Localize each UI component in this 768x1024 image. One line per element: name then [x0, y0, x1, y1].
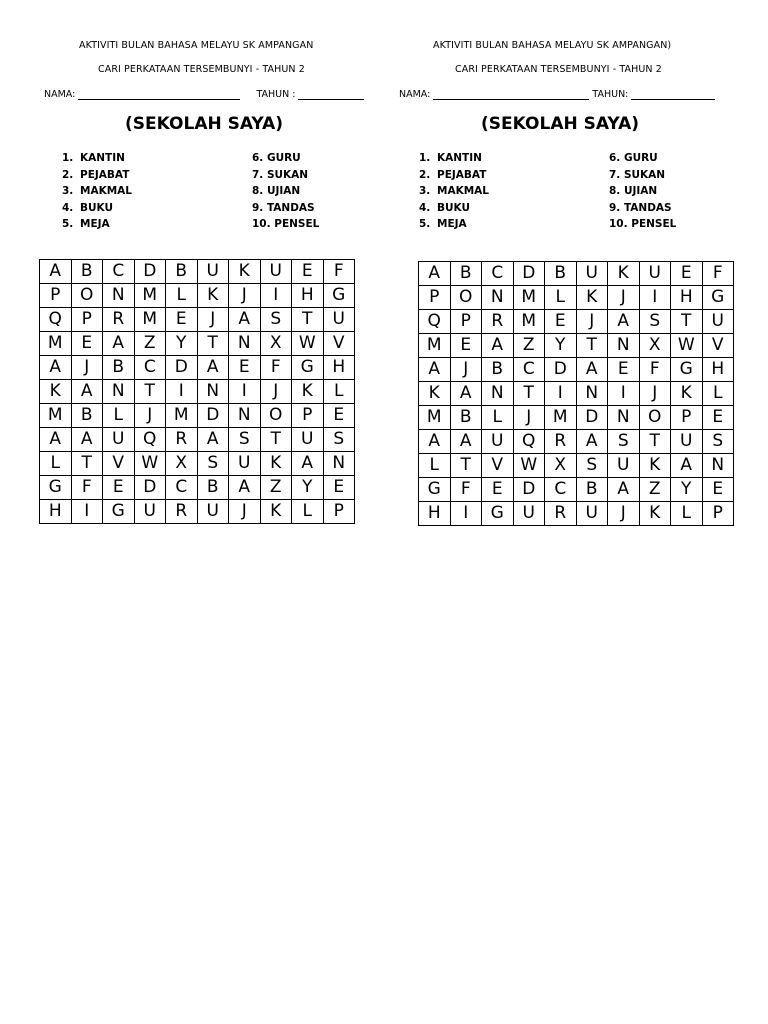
grid-cell[interactable]: A: [40, 260, 72, 284]
grid-cell[interactable]: M: [166, 404, 198, 428]
grid-cell[interactable]: B: [450, 262, 482, 286]
grid-cell[interactable]: O: [71, 284, 103, 308]
grid-cell[interactable]: H: [40, 500, 72, 524]
grid-cell[interactable]: C: [482, 262, 514, 286]
grid-cell[interactable]: E: [71, 332, 103, 356]
word-item: 6. GURU: [252, 152, 301, 164]
grid-cell[interactable]: G: [702, 286, 734, 310]
word-item: 2. PEJABAT: [419, 168, 487, 181]
grid-cell[interactable]: B: [545, 262, 577, 286]
grid-cell[interactable]: C: [513, 358, 545, 382]
grid-cell[interactable]: K: [639, 502, 671, 526]
grid-cell[interactable]: B: [71, 260, 103, 284]
grid-cell[interactable]: N: [576, 382, 608, 406]
grid-cell[interactable]: R: [545, 430, 577, 454]
grid-cell[interactable]: U: [197, 260, 229, 284]
grid-cell[interactable]: M: [40, 404, 72, 428]
grid-cell[interactable]: N: [103, 284, 135, 308]
grid-cell[interactable]: K: [40, 380, 72, 404]
grid-row: [419, 502, 734, 526]
grid-cell[interactable]: L: [103, 404, 135, 428]
grid-cell[interactable]: J: [608, 286, 640, 310]
grid-cell[interactable]: L: [292, 500, 324, 524]
grid-cell[interactable]: R: [103, 308, 135, 332]
word-item: 8. UJIAN: [252, 185, 301, 197]
grid-cell[interactable]: U: [103, 428, 135, 452]
grid-cell[interactable]: I: [545, 382, 577, 406]
grid-row: [419, 430, 734, 454]
grid-cell[interactable]: T: [292, 308, 324, 332]
grid-cell[interactable]: C: [134, 356, 166, 380]
grid-cell[interactable]: S: [608, 430, 640, 454]
grid-cell[interactable]: J: [260, 380, 292, 404]
grid-cell[interactable]: D: [513, 262, 545, 286]
grid-cell[interactable]: Q: [419, 310, 451, 334]
name-label: NAMA:: [399, 89, 431, 100]
grid-cell[interactable]: A: [197, 428, 229, 452]
page-title: (SEKOLAH SAYA): [125, 114, 284, 134]
grid-cell[interactable]: D: [513, 478, 545, 502]
grid-cell[interactable]: B: [103, 356, 135, 380]
grid-cell[interactable]: K: [576, 286, 608, 310]
grid-cell[interactable]: K: [639, 454, 671, 478]
grid-cell[interactable]: E: [166, 308, 198, 332]
grid-cell[interactable]: E: [482, 478, 514, 502]
grid-cell[interactable]: E: [450, 334, 482, 358]
grid-cell[interactable]: T: [513, 382, 545, 406]
grid-cell[interactable]: A: [229, 476, 261, 500]
grid-cell[interactable]: T: [260, 428, 292, 452]
grid-cell[interactable]: E: [292, 260, 324, 284]
grid-cell[interactable]: T: [671, 310, 703, 334]
grid-cell[interactable]: U: [260, 260, 292, 284]
grid-cell[interactable]: Q: [40, 308, 72, 332]
grid-cell[interactable]: J: [197, 308, 229, 332]
grid-cell[interactable]: Z: [639, 478, 671, 502]
grid-cell[interactable]: G: [40, 476, 72, 500]
grid-cell[interactable]: U: [513, 502, 545, 526]
grid-cell[interactable]: W: [134, 452, 166, 476]
grid-cell[interactable]: D: [134, 476, 166, 500]
grid-cell[interactable]: S: [702, 430, 734, 454]
grid-cell[interactable]: W: [292, 332, 324, 356]
grid-cell[interactable]: G: [419, 478, 451, 502]
word-item: 3. MAKMAL: [62, 185, 132, 197]
grid-cell[interactable]: U: [323, 308, 355, 332]
word-list-column-1: [419, 150, 489, 233]
grid-cell[interactable]: M: [134, 308, 166, 332]
name-year-line: [399, 89, 715, 100]
grid-cell[interactable]: J: [134, 404, 166, 428]
word-item: 7. SUKAN: [252, 168, 309, 181]
grid-cell[interactable]: I: [229, 380, 261, 404]
grid-row: [419, 406, 734, 430]
grid-cell[interactable]: A: [450, 430, 482, 454]
grid-cell[interactable]: E: [671, 262, 703, 286]
grid-row: [40, 452, 355, 476]
grid-cell[interactable]: R: [482, 310, 514, 334]
word-item: 4. BUKU: [62, 201, 114, 214]
grid-cell[interactable]: J: [608, 502, 640, 526]
grid-cell[interactable]: N: [482, 286, 514, 310]
grid-row: [419, 334, 734, 358]
grid-cell[interactable]: P: [450, 310, 482, 334]
grid-cell[interactable]: A: [71, 380, 103, 404]
grid-cell[interactable]: D: [134, 260, 166, 284]
grid-cell[interactable]: V: [323, 332, 355, 356]
grid-cell[interactable]: E: [103, 476, 135, 500]
grid-cell[interactable]: A: [482, 334, 514, 358]
word-item: 2. PEJABAT: [62, 168, 130, 181]
grid-cell[interactable]: R: [545, 502, 577, 526]
grid-cell[interactable]: F: [71, 476, 103, 500]
header-subtitle: CARI PERKATAAN TERSEMBUNYI - TAHUN 2: [455, 64, 662, 75]
grid-cell[interactable]: U: [134, 500, 166, 524]
worksheet-left: [0, 0, 384, 560]
grid-cell[interactable]: U: [197, 500, 229, 524]
grid-cell[interactable]: F: [260, 356, 292, 380]
grid-cell[interactable]: N: [702, 454, 734, 478]
name-label: NAMA:: [44, 89, 76, 100]
grid-cell[interactable]: Y: [166, 332, 198, 356]
grid-cell[interactable]: U: [608, 454, 640, 478]
grid-cell[interactable]: A: [576, 358, 608, 382]
grid-cell[interactable]: Q: [134, 428, 166, 452]
grid-cell[interactable]: A: [71, 428, 103, 452]
grid-cell[interactable]: A: [229, 308, 261, 332]
grid-cell[interactable]: D: [545, 358, 577, 382]
name-blank[interactable]: [433, 89, 589, 100]
grid-cell[interactable]: A: [197, 356, 229, 380]
grid-cell[interactable]: L: [166, 284, 198, 308]
grid-cell[interactable]: A: [40, 428, 72, 452]
grid-cell[interactable]: N: [103, 380, 135, 404]
grid-cell[interactable]: B: [450, 406, 482, 430]
grid-row: [40, 284, 355, 308]
grid-cell[interactable]: A: [450, 382, 482, 406]
grid-cell[interactable]: C: [166, 476, 198, 500]
grid-cell[interactable]: R: [166, 500, 198, 524]
grid-cell[interactable]: A: [608, 310, 640, 334]
grid-cell[interactable]: T: [71, 452, 103, 476]
grid-cell[interactable]: E: [702, 478, 734, 502]
grid-cell[interactable]: P: [419, 286, 451, 310]
grid-cell[interactable]: A: [671, 454, 703, 478]
grid-cell[interactable]: K: [260, 452, 292, 476]
grid-cell[interactable]: H: [419, 502, 451, 526]
word-item: 3. MAKMAL: [419, 185, 489, 197]
grid-row: [419, 454, 734, 478]
grid-cell[interactable]: U: [639, 262, 671, 286]
grid-cell[interactable]: F: [639, 358, 671, 382]
grid-cell[interactable]: A: [576, 430, 608, 454]
grid-cell[interactable]: C: [545, 478, 577, 502]
grid-cell[interactable]: N: [608, 334, 640, 358]
grid-cell[interactable]: Y: [292, 476, 324, 500]
grid-cell[interactable]: N: [482, 382, 514, 406]
grid-cell[interactable]: J: [229, 500, 261, 524]
grid-cell[interactable]: I: [71, 500, 103, 524]
grid-row: [40, 428, 355, 452]
word-item: 7. SUKAN: [609, 168, 666, 181]
name-blank[interactable]: [78, 89, 240, 100]
grid-cell[interactable]: W: [513, 454, 545, 478]
grid-cell[interactable]: K: [419, 382, 451, 406]
word-item: 10. PENSEL: [609, 218, 677, 230]
grid-cell[interactable]: R: [166, 428, 198, 452]
grid-cell[interactable]: W: [671, 334, 703, 358]
grid-cell[interactable]: E: [229, 356, 261, 380]
grid-cell[interactable]: B: [482, 358, 514, 382]
grid-cell[interactable]: L: [419, 454, 451, 478]
grid-cell[interactable]: U: [671, 430, 703, 454]
year-label: TAHUN :: [256, 89, 296, 100]
grid-cell[interactable]: M: [513, 310, 545, 334]
grid-cell[interactable]: K: [671, 382, 703, 406]
word-list-column-2: [252, 150, 319, 233]
grid-cell[interactable]: L: [40, 452, 72, 476]
grid-cell[interactable]: E: [608, 358, 640, 382]
grid-cell[interactable]: A: [292, 452, 324, 476]
grid-cell[interactable]: N: [197, 380, 229, 404]
grid-cell[interactable]: B: [71, 404, 103, 428]
grid-cell[interactable]: L: [545, 286, 577, 310]
grid-cell[interactable]: Z: [513, 334, 545, 358]
grid-cell[interactable]: E: [323, 404, 355, 428]
grid-cell[interactable]: O: [639, 406, 671, 430]
word-item: 8. UJIAN: [609, 185, 658, 197]
grid-row: [419, 478, 734, 502]
grid-row: [40, 332, 355, 356]
grid-row: [40, 500, 355, 524]
word-item: 4. BUKU: [419, 201, 471, 214]
grid-cell[interactable]: P: [671, 406, 703, 430]
grid-cell[interactable]: C: [103, 260, 135, 284]
grid-cell[interactable]: M: [419, 334, 451, 358]
grid-cell[interactable]: D: [576, 406, 608, 430]
worksheet-right: [384, 0, 768, 560]
grid-row: [40, 260, 355, 284]
grid-cell[interactable]: G: [292, 356, 324, 380]
grid-row: [40, 380, 355, 404]
grid-row: [419, 358, 734, 382]
grid-cell[interactable]: G: [671, 358, 703, 382]
grid-cell[interactable]: T: [450, 454, 482, 478]
grid-cell[interactable]: M: [134, 284, 166, 308]
grid-row: [419, 382, 734, 406]
grid-cell[interactable]: L: [482, 406, 514, 430]
grid-cell[interactable]: U: [576, 502, 608, 526]
grid-cell[interactable]: X: [260, 332, 292, 356]
word-item: 5. MEJA: [419, 218, 467, 230]
grid-cell[interactable]: P: [71, 308, 103, 332]
grid-cell[interactable]: S: [639, 310, 671, 334]
grid-cell[interactable]: P: [702, 502, 734, 526]
grid-cell[interactable]: B: [576, 478, 608, 502]
grid-cell[interactable]: B: [197, 476, 229, 500]
grid-cell[interactable]: H: [702, 358, 734, 382]
year-blank[interactable]: [631, 89, 715, 100]
year-blank[interactable]: [298, 89, 364, 100]
name-year-line: [44, 89, 364, 100]
grid-cell[interactable]: J: [576, 310, 608, 334]
grid-cell[interactable]: T: [639, 430, 671, 454]
grid-cell[interactable]: P: [40, 284, 72, 308]
grid-cell[interactable]: U: [576, 262, 608, 286]
grid-cell[interactable]: U: [482, 430, 514, 454]
grid-cell[interactable]: A: [103, 332, 135, 356]
grid-cell[interactable]: L: [702, 382, 734, 406]
word-item: 1. KANTIN: [419, 152, 482, 164]
grid-cell[interactable]: K: [229, 260, 261, 284]
grid-cell[interactable]: T: [134, 380, 166, 404]
grid-cell[interactable]: M: [40, 332, 72, 356]
grid-cell[interactable]: Z: [134, 332, 166, 356]
grid-cell[interactable]: A: [419, 358, 451, 382]
word-list-column-2: [609, 150, 676, 233]
grid-cell[interactable]: E: [702, 406, 734, 430]
grid-cell[interactable]: S: [576, 454, 608, 478]
grid-cell[interactable]: S: [323, 428, 355, 452]
grid-cell[interactable]: A: [608, 478, 640, 502]
grid-cell[interactable]: A: [419, 430, 451, 454]
grid-row: [419, 310, 734, 334]
grid-cell[interactable]: M: [513, 286, 545, 310]
grid-cell[interactable]: P: [323, 500, 355, 524]
word-item: 5. MEJA: [62, 218, 110, 230]
word-list-column-1: [62, 150, 132, 233]
grid-cell[interactable]: G: [482, 502, 514, 526]
grid-cell[interactable]: F: [450, 478, 482, 502]
grid-cell[interactable]: D: [166, 356, 198, 380]
grid-cell[interactable]: J: [229, 284, 261, 308]
word-search-grid: [418, 261, 734, 526]
grid-cell[interactable]: F: [323, 260, 355, 284]
grid-cell[interactable]: M: [419, 406, 451, 430]
grid-cell[interactable]: Y: [671, 478, 703, 502]
grid-cell[interactable]: T: [576, 334, 608, 358]
year-label: TAHUN:: [592, 89, 629, 100]
header-activity: AKTIVITI BULAN BAHASA MELAYU SK AMPANGAN: [79, 40, 314, 51]
grid-cell[interactable]: H: [323, 356, 355, 380]
word-item: 10. PENSEL: [252, 218, 320, 230]
grid-row: [40, 308, 355, 332]
grid-cell[interactable]: G: [103, 500, 135, 524]
grid-cell[interactable]: X: [639, 334, 671, 358]
grid-cell[interactable]: X: [166, 452, 198, 476]
grid-cell[interactable]: L: [323, 380, 355, 404]
grid-cell[interactable]: V: [702, 334, 734, 358]
grid-cell[interactable]: V: [103, 452, 135, 476]
grid-cell[interactable]: I: [260, 284, 292, 308]
word-search-grid: [39, 259, 355, 524]
grid-cell[interactable]: J: [513, 406, 545, 430]
grid-cell[interactable]: K: [292, 380, 324, 404]
grid-cell[interactable]: U: [702, 310, 734, 334]
grid-cell[interactable]: E: [545, 310, 577, 334]
grid-cell[interactable]: D: [197, 404, 229, 428]
grid-cell[interactable]: I: [166, 380, 198, 404]
page-title: (SEKOLAH SAYA): [481, 114, 640, 134]
grid-cell[interactable]: S: [229, 428, 261, 452]
grid-cell[interactable]: N: [608, 406, 640, 430]
grid-cell[interactable]: G: [323, 284, 355, 308]
grid-cell[interactable]: H: [292, 284, 324, 308]
grid-cell[interactable]: A: [40, 356, 72, 380]
grid-cell[interactable]: N: [229, 404, 261, 428]
grid-cell[interactable]: K: [608, 262, 640, 286]
grid-cell[interactable]: Q: [513, 430, 545, 454]
grid-cell[interactable]: B: [166, 260, 198, 284]
grid-row: [419, 262, 734, 286]
grid-cell[interactable]: I: [450, 502, 482, 526]
grid-cell[interactable]: Z: [260, 476, 292, 500]
grid-cell[interactable]: U: [292, 428, 324, 452]
grid-cell[interactable]: I: [608, 382, 640, 406]
grid-cell[interactable]: K: [260, 500, 292, 524]
grid-cell[interactable]: P: [292, 404, 324, 428]
grid-cell[interactable]: N: [323, 452, 355, 476]
grid-cell[interactable]: F: [702, 262, 734, 286]
grid-cell[interactable]: J: [71, 356, 103, 380]
grid-row: [419, 286, 734, 310]
word-item: 9. TANDAS: [252, 201, 315, 214]
grid-row: [40, 356, 355, 380]
grid-cell[interactable]: O: [450, 286, 482, 310]
grid-cell[interactable]: S: [197, 452, 229, 476]
grid-cell[interactable]: T: [197, 332, 229, 356]
grid-cell[interactable]: Y: [545, 334, 577, 358]
grid-row: [40, 476, 355, 500]
grid-cell[interactable]: U: [229, 452, 261, 476]
word-item: 6. GURU: [609, 152, 658, 164]
grid-cell[interactable]: L: [671, 502, 703, 526]
grid-cell[interactable]: H: [671, 286, 703, 310]
grid-cell[interactable]: A: [419, 262, 451, 286]
grid-cell[interactable]: V: [482, 454, 514, 478]
header-subtitle: CARI PERKATAAN TERSEMBUNYI - TAHUN 2: [98, 64, 305, 75]
grid-cell[interactable]: S: [260, 308, 292, 332]
grid-cell[interactable]: J: [450, 358, 482, 382]
grid-cell[interactable]: X: [545, 454, 577, 478]
grid-row: [40, 404, 355, 428]
grid-cell[interactable]: N: [229, 332, 261, 356]
grid-cell[interactable]: O: [260, 404, 292, 428]
grid-cell[interactable]: M: [545, 406, 577, 430]
grid-cell[interactable]: J: [639, 382, 671, 406]
grid-cell[interactable]: K: [197, 284, 229, 308]
grid-cell[interactable]: I: [639, 286, 671, 310]
header-activity: AKTIVITI BULAN BAHASA MELAYU SK AMPANGAN): [433, 40, 672, 51]
word-item: 9. TANDAS: [609, 201, 672, 214]
word-item: 1. KANTIN: [62, 152, 125, 164]
grid-cell[interactable]: E: [323, 476, 355, 500]
